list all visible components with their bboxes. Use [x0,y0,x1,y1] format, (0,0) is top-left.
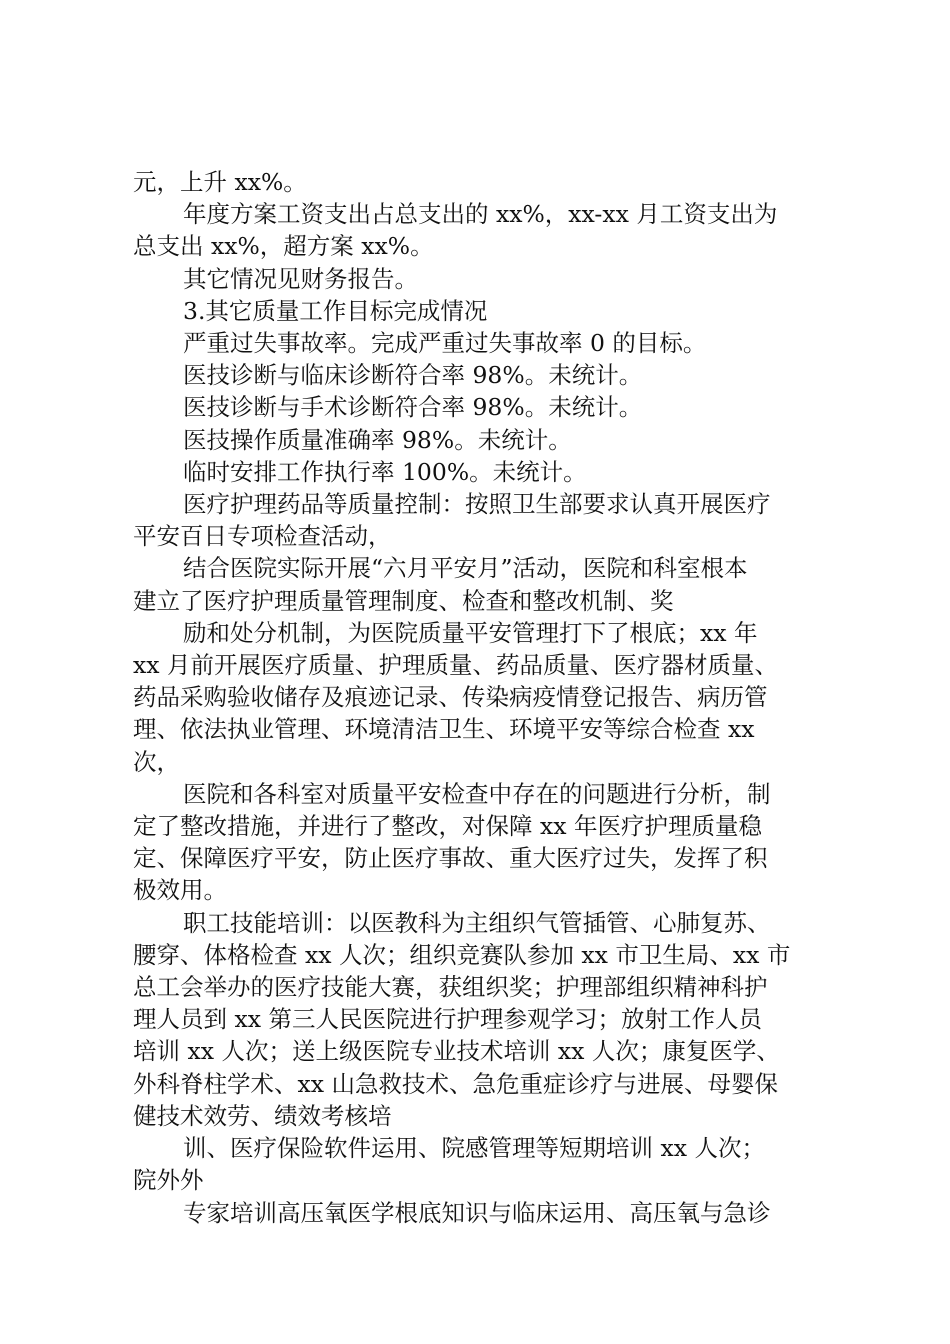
text-line: 平安百日专项检查活动， [133,522,392,551]
text-line: 理人员到 xx 第三人民医院进行护理参观学习；放射工作人员 [133,1005,762,1034]
text-line: 总工会举办的医疗技能大赛，获组织奖；护理部组织精神科护 [133,973,768,1002]
text-line: 定、保障医疗平安，防止医疗事故、重大医疗过失，发挥了积 [133,844,768,873]
text-line: 极效用。 [133,876,227,905]
text-line: 药品采购验收储存及痕迹记录、传染病疫情登记报告、病历管 [133,683,768,712]
text-line: 健技术效劳、绩效考核培 [133,1101,392,1130]
text-line: 医疗护理药品等质量控制：按照卫生部要求认真开展医疗 [183,490,771,519]
text-line: 结合医院实际开展“六月平安月”活动，医院和科室根本 [183,554,748,583]
text-line: 腰穿、体格检查 xx 人次；组织竞赛队参加 xx 市卫生局、xx 市 [133,940,791,969]
text-line: 训、医疗保险软件运用、院感管理等短期培训 xx 人次； [183,1134,765,1163]
text-line: 年度方案工资支出占总支出的 xx%，xx-xx 月工资支出为 [183,200,778,229]
text-line: 励和处分机制，为医院质量平安管理打下了根底；xx 年 [183,618,758,647]
text-line: 医技诊断与手术诊断符合率 98%。未统计。 [183,393,643,422]
text-line: 医技操作质量准确率 98%。未统计。 [183,425,572,454]
text-line: 外科脊柱学术、xx 山急救技术、急危重症诊疗与进展、母婴保 [133,1069,778,1098]
text-line: 医院和各科室对质量平安检查中存在的问题进行分析，制 [183,779,771,808]
text-line: 严重过失事故率。完成严重过失事故率 0 的目标。 [183,329,707,358]
text-line: 临时安排工作执行率 100%。未统计。 [183,457,587,486]
text-line: 总支出 xx%，超方案 xx%。 [133,232,434,261]
text-line: 职工技能培训：以医教科为主组织气管插管、心肺复苏、 [183,908,771,937]
text-line: 次， [133,747,180,776]
text-line: 院外外 [133,1166,204,1195]
text-line: 建立了医疗护理质量管理制度、检查和整改机制、奖 [133,586,674,615]
text-line: 培训 xx 人次；送上级医院专业技术培训 xx 人次；康复医学、 [133,1037,780,1066]
text-line: 专家培训高压氧医学根底知识与临床运用、高压氧与急诊 [183,1198,771,1227]
section-heading: 3.其它质量工作目标完成情况 [183,296,488,325]
text-line: 理、依法执业管理、环境清洁卫生、环境平安等综合检查 xx [133,715,755,744]
document-body-text [133,166,833,1229]
text-line: 元，上升 xx%。 [133,168,307,196]
text-line: 定了整改措施，并进行了整改，对保障 xx 年医疗护理质量稳 [133,812,762,841]
text-line: 其它情况见财务报告。 [183,264,418,293]
text-line: 医技诊断与临床诊断符合率 98%。未统计。 [183,361,643,390]
text-line: xx 月前开展医疗质量、护理质量、药品质量、医疗器材质量、 [133,651,778,680]
